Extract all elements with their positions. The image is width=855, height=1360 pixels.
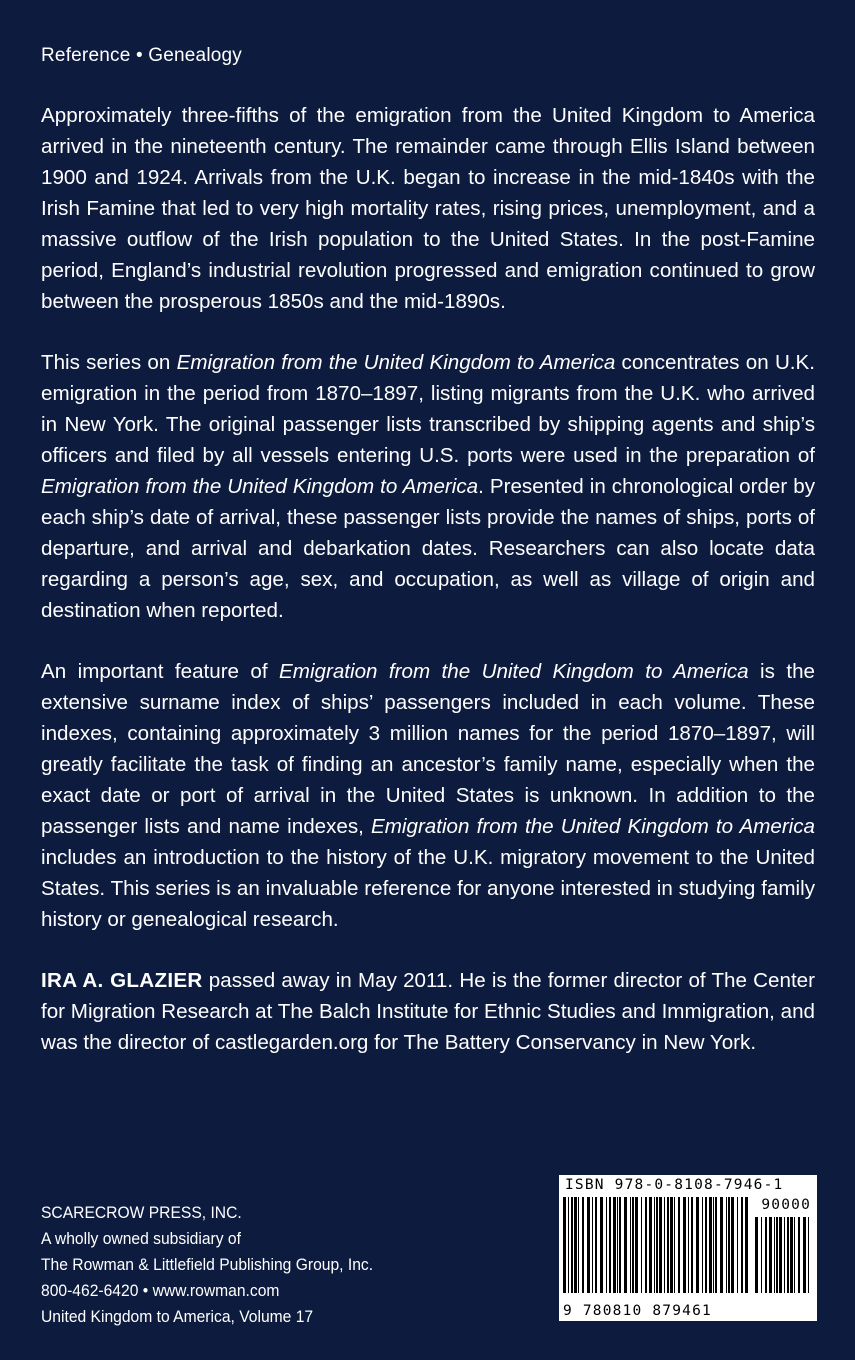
barcode-bar <box>691 1197 693 1293</box>
barcode-bar <box>624 1197 627 1293</box>
barcode-bar <box>787 1217 789 1293</box>
book-title: Emigration from the United Kingdom to America <box>41 475 479 498</box>
barcode-bar <box>779 1217 782 1293</box>
book-title: Emigration from the United Kingdom to America <box>176 351 616 374</box>
barcode-bar <box>617 1197 618 1293</box>
publisher-name: SCARECROW PRESS, INC. <box>41 1203 242 1222</box>
barcode-bar <box>784 1217 785 1293</box>
addon-barcode-bars <box>755 1217 811 1293</box>
price-code: 90000 <box>761 1197 811 1213</box>
publisher-info <box>41 1200 373 1330</box>
isbn-text: ISBN 978-0-8108-7946-1 <box>565 1177 784 1193</box>
barcode-bar <box>774 1217 775 1293</box>
barcode-bar <box>664 1197 665 1293</box>
barcode-bar <box>776 1217 778 1293</box>
text-span: This series on <box>41 351 177 374</box>
paragraph-series <box>41 347 815 626</box>
book-title: Emigration from the United Kingdom to America <box>279 660 749 683</box>
barcode-bar <box>659 1197 662 1293</box>
publisher-contact: 800-462-6420 • www.rowman.com <box>41 1281 280 1300</box>
barcode-bar <box>563 1197 566 1293</box>
isbn-barcode <box>559 1175 817 1321</box>
text-span: concentrates on U.K. emigration in the period from 1870–1897, listing migrants from the U.K. who arrived in New York. The original passenger lists transcribed by shipping agents and ship’s officers and filed by all vessels entering U.S. ports were used in the preparation of <box>41 351 815 467</box>
barcode-bar <box>600 1197 603 1293</box>
barcode-bar <box>761 1217 762 1293</box>
barcode-bar <box>678 1197 680 1293</box>
barcode-bar <box>705 1197 707 1293</box>
author-bio <box>41 965 815 1058</box>
barcode-bar <box>713 1197 714 1293</box>
barcode-bar <box>582 1197 584 1293</box>
barcode-bar <box>741 1197 743 1293</box>
barcode-bar <box>808 1217 809 1293</box>
barcode-bar <box>731 1197 734 1293</box>
description <box>41 100 815 1088</box>
book-title: Emigration from the United Kingdom to America <box>371 815 815 838</box>
barcode-bar <box>790 1217 793 1293</box>
barcode-bar <box>745 1197 748 1293</box>
barcode-bar <box>606 1197 607 1293</box>
paragraph-history: Approximately three-fifths of the emigration from the United Kingdom to America arrived in the nineteenth century. The remainder came through Ellis Island between 1900 and 1924. Arrivals from the U.K. began to increase in the mid-1840s with the Irish Famine that led to very high mortality rates, rising prices, unemployment, and a massive outflow of the Irish population to the United States. In the post-Famine period, England’s industrial revolution progressed and emigration continued to grow between the prosperous 1850s and the mid-1890s. <box>41 104 815 313</box>
barcode-bar <box>568 1197 569 1293</box>
text-span: An important feature of <box>41 660 280 683</box>
category-label: Reference • Genealogy <box>41 45 242 66</box>
barcode-bar <box>769 1217 772 1293</box>
barcode-bar <box>645 1197 647 1293</box>
barcode-bar <box>720 1197 723 1293</box>
barcode-bar <box>696 1197 699 1293</box>
barcode-bars <box>563 1197 749 1293</box>
text-span: is the extensive surname index of ships’ passengers included in each volume. These indexes, containing approximately 3 million names for the period 1870–1897, will greatly facilitate the task of finding an ancestor’s family name, especially when the exact date or port of arrival in the United States is unknown. In addition to the passenger lists and name indexes, <box>41 660 815 838</box>
barcode-bar <box>755 1217 758 1293</box>
barcode-bar <box>619 1197 621 1293</box>
barcode-bar <box>715 1197 717 1293</box>
text-span: includes an introduction to the history of the U.K. migratory movement to the United States. This series is an invaluable reference for anyone interested in studying family history or genealogical research. <box>41 846 815 931</box>
barcode-bar <box>726 1197 727 1293</box>
barcode-bar <box>683 1197 686 1293</box>
author-name: IRA A. GLAZIER <box>41 969 203 992</box>
barcode-bar <box>609 1197 611 1293</box>
barcode-bar <box>595 1197 597 1293</box>
barcode-bar <box>670 1197 673 1293</box>
publisher-parent: The Rowman & Littlefield Publishing Group, Inc. <box>41 1255 374 1274</box>
barcode-bar <box>674 1197 675 1293</box>
barcode-bar <box>649 1197 652 1293</box>
barcode-bar <box>765 1217 767 1293</box>
barcode-bar <box>630 1197 631 1293</box>
barcode-bar <box>635 1197 638 1293</box>
barcode-bar <box>794 1217 795 1293</box>
barcode-bar <box>728 1197 730 1293</box>
ean-number: 9 780810 879461 <box>563 1303 712 1319</box>
barcode-bar <box>798 1217 800 1293</box>
barcode-bar <box>613 1197 616 1293</box>
series-volume: United Kingdom to America, Volume 17 <box>41 1307 314 1326</box>
barcode-bar <box>574 1197 577 1293</box>
barcode-bar <box>688 1197 689 1293</box>
publisher-subsidiary: A wholly owned subsidiary of <box>41 1229 241 1248</box>
barcode-bar <box>632 1197 634 1293</box>
barcode-bar <box>641 1197 642 1293</box>
text-span: . Presented in chronological order by each ship’s date of arrival, these passenger lists provide the names of ships, ports of departure, and arrival and debarkation dates. Researchers can also locate data regarding a person’s age, sex, and occupation, as well as village of origin and destination when reported. <box>41 475 815 622</box>
barcode-bar <box>667 1197 669 1293</box>
barcode-bar <box>571 1197 573 1293</box>
barcode-bar <box>578 1197 579 1293</box>
paragraph-index <box>41 656 815 935</box>
barcode-bar <box>592 1197 593 1293</box>
barcode-bar <box>587 1197 590 1293</box>
barcode-bar <box>737 1197 738 1293</box>
barcode-bar <box>702 1197 703 1293</box>
barcode-bar <box>709 1197 712 1293</box>
author-bio-text: passed away in May 2011. He is the former director of The Center for Migration Research at The Balch Institute for Ethnic Studies and Immigration, and was the director of castlegarden.org for The Battery Conservancy in New York. <box>41 969 815 1054</box>
barcode-bar <box>656 1197 658 1293</box>
barcode-bar <box>654 1197 655 1293</box>
barcode-bar <box>803 1217 806 1293</box>
